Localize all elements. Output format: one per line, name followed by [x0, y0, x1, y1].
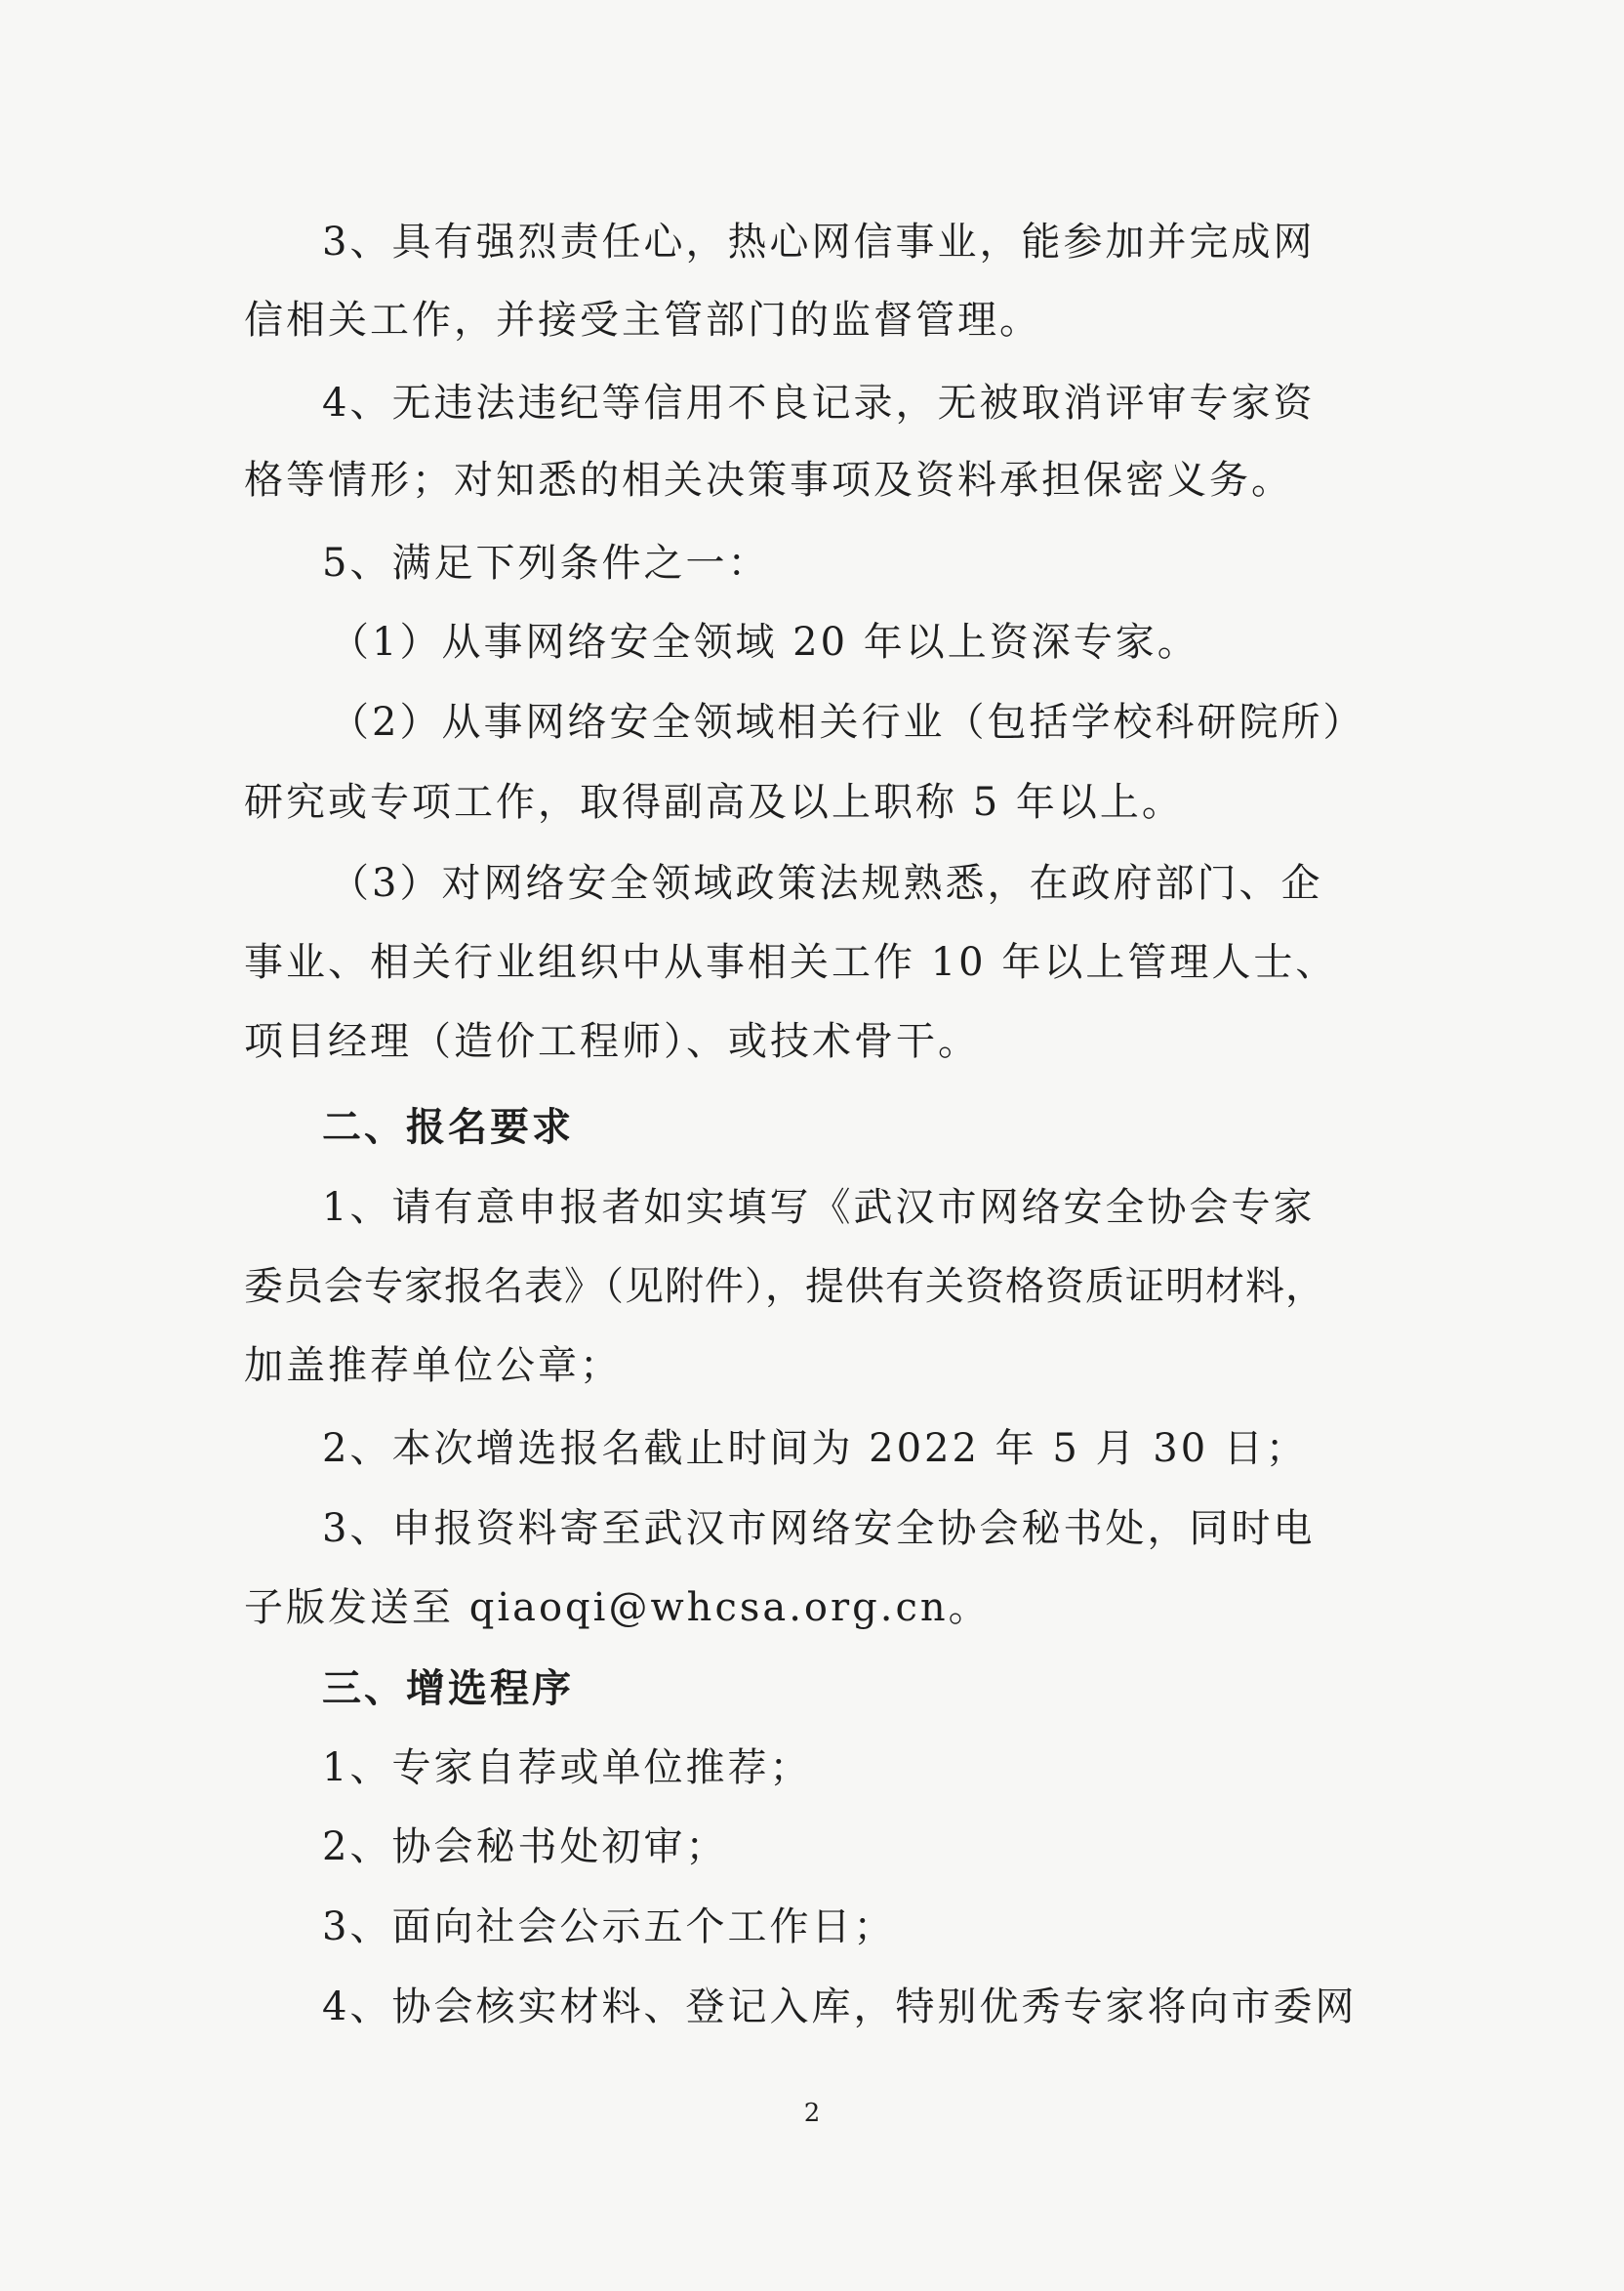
text-line: 2、协会秘书处初审； — [322, 1824, 728, 1869]
text-line: 1、专家自荐或单位推荐； — [322, 1745, 812, 1790]
text-line: （3）对网络安全领域政策法规熟悉，在政府部门、企 — [330, 861, 1323, 906]
section-heading: 三、增选程序 — [322, 1666, 574, 1711]
text-line: 3、申报资料寄至武汉市网络安全协会秘书处，同时电 — [322, 1506, 1316, 1551]
text-line: 3、具有强烈责任心，热心网信事业，能参加并完成网 — [322, 220, 1316, 265]
text-line: 1、请有意申报者如实填写《武汉市网络安全协会专家 — [322, 1185, 1316, 1230]
text-line: 信相关工作，并接受主管部门的监督管理。 — [244, 298, 1041, 343]
text-line: 加盖推荐单位公章； — [244, 1343, 622, 1388]
text-line: 事业、相关行业组织中从事相关工作 10 年以上管理人士、 — [244, 940, 1338, 985]
page-number: 2 — [803, 2099, 821, 2128]
text-line: （2）从事网络安全领域相关行业（包括学校科研院所） — [330, 700, 1365, 745]
text-line: 4、协会核实材料、登记入库，特别优秀专家将向市委网 — [322, 1984, 1358, 2029]
text-line: 研究或专项工作，取得副高及以上职称 5 年以上。 — [244, 780, 1184, 825]
text-line: 子版发送至 qiaoqi@whcsa.org.cn。 — [244, 1585, 991, 1630]
text-line: 4、无违法违纪等信用不良记录，无被取消评审专家资 — [322, 381, 1316, 426]
text-line: 项目经理（造价工程师）、或技术骨干。 — [244, 1019, 980, 1064]
section-heading: 二、报名要求 — [322, 1105, 574, 1150]
text-line: （1）从事网络安全领域 20 年以上资深专家。 — [330, 620, 1199, 665]
text-line: 5、满足下列条件之一： — [322, 541, 770, 586]
text-line: 3、面向社会公示五个工作日； — [322, 1904, 896, 1949]
text-line: 格等情形；对知悉的相关决策事项及资料承担保密义务。 — [244, 458, 1293, 503]
text-line: 委员会专家报名表》（见附件），提供有关资格资质证明材料， — [244, 1264, 1325, 1309]
text-line: 2、本次增选报名截止时间为 2022 年 5 月 30 日； — [322, 1426, 1308, 1471]
